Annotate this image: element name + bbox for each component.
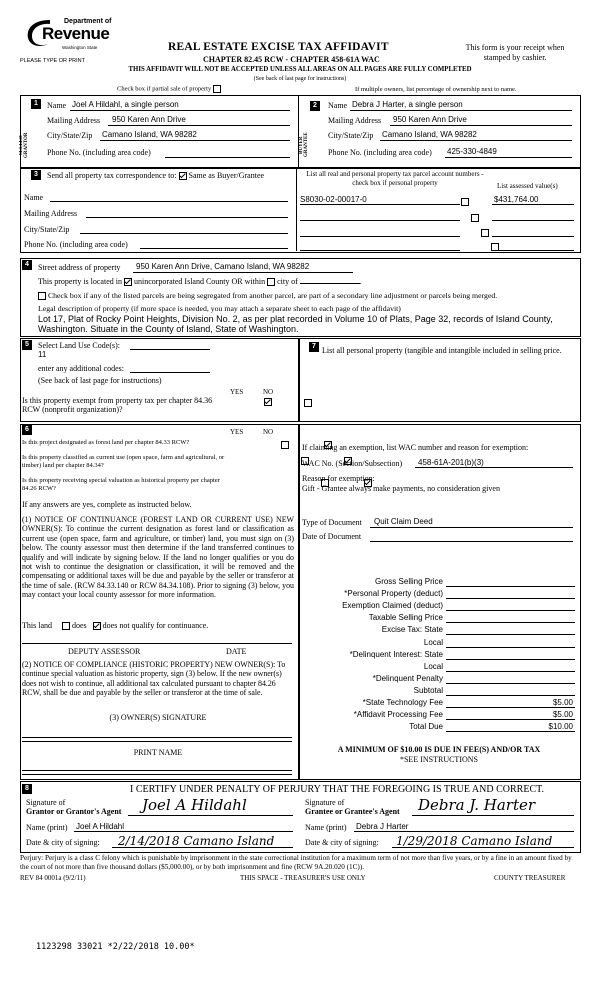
parcel-header: List all real and personal property tax parcel account numbers - check box if personal property bbox=[306, 170, 484, 187]
fee-row bbox=[300, 662, 575, 673]
fee-label: Excise Tax: State bbox=[381, 625, 443, 635]
form-title: REAL ESTATE EXCISE TAX AFFIDAVIT bbox=[168, 41, 389, 53]
fee-amount[interactable]: $5.00 bbox=[552, 710, 573, 720]
grantee-signature[interactable]: Debra J. Harter bbox=[418, 796, 536, 814]
grantor-date-city[interactable]: 2/14/2018 Camano Island bbox=[118, 834, 275, 848]
segregated-checkbox[interactable] bbox=[38, 292, 46, 300]
personal-prop-checkbox-3[interactable] bbox=[481, 229, 489, 237]
county-treasurer: COUNTY TREASURER bbox=[494, 874, 566, 882]
fee-row bbox=[300, 710, 575, 721]
fee-label: Total Due bbox=[409, 722, 443, 732]
seller-side-label: SELLER GRANTOR bbox=[19, 132, 29, 158]
property-located-row: This property is located in unincorporated Island County OR within city of . bbox=[38, 277, 362, 286]
personal-prop-checkbox-4[interactable] bbox=[491, 243, 499, 251]
fee-label: Exemption Claimed (deduct) bbox=[342, 601, 443, 611]
segregated-row: Check box if any of the listed parcels are being segregated from another parcel, are part of a secondary line adjustment or parcels being merged. bbox=[38, 291, 497, 300]
section-6-number: 6 bbox=[22, 425, 32, 435]
perjury-note: Perjury: Perjury is a class C felony which is punishable by imprisonment in the state correctional institution for a maximum term of not more than five years, or by a fine in an amount fixed by the court of not more than five thousand dollars ($5,000.00), or by both imprisonment and fine (RCW 9A.20.020 (1C)). bbox=[20, 854, 572, 871]
logo-state-text: Washington State bbox=[62, 45, 98, 50]
dor-logo bbox=[20, 14, 120, 60]
exempt-question: Is this property exempt from property tax per chapter 84.36 RCW (nonprofit organization)? bbox=[22, 396, 213, 414]
completion-warning: THIS AFFIDAVIT WILL NOT BE ACCEPTED UNLESS ALL AREAS ON ALL PAGES ARE FULLY COMPLETED bbox=[128, 66, 472, 73]
fee-label: Taxable Selling Price bbox=[368, 613, 443, 623]
personal-prop-checkbox-2[interactable] bbox=[471, 214, 479, 222]
section-2-number: 2 bbox=[310, 101, 320, 111]
fee-amount[interactable]: $10.00 bbox=[548, 722, 573, 732]
buyer-side-label: BUYER GRANTEE bbox=[299, 132, 309, 158]
certify-text: I CERTIFY UNDER PENALTY OF PERJURY THAT THE FOREGOING IS TRUE AND CORRECT. bbox=[130, 784, 544, 795]
correspondence-text: Send all property tax correspondence to: Same as Buyer/Grantee bbox=[47, 171, 265, 180]
partial-sale-checkbox[interactable] bbox=[213, 85, 221, 93]
fee-label: *Delinquent Penalty bbox=[372, 673, 443, 683]
parcel-number[interactable]: S8030-02-00017-0 bbox=[300, 195, 367, 204]
wac-number[interactable]: 458-61A-201(b)(3) bbox=[418, 458, 484, 467]
logo-dept-text: Department of bbox=[64, 18, 112, 25]
fee-row bbox=[300, 613, 575, 624]
fee-row bbox=[300, 698, 575, 709]
form-chapter: CHAPTER 82.45 RCW - CHAPTER 458-61A WAC bbox=[203, 55, 380, 64]
legal-description[interactable]: Lot 17, Plat of Rocky Point Heights, Division No. 2, as per plat recorded in Volume 10 of Plats, Page 32, records of Island County, Washington. Situate in the County of Island, State of Washington. bbox=[38, 314, 553, 334]
does-qualify-checkbox[interactable] bbox=[62, 622, 70, 630]
section-4-number: 4 bbox=[22, 260, 32, 270]
buyer-mailing[interactable]: 950 Karen Ann Drive bbox=[393, 115, 467, 124]
personal-prop-checkbox-1[interactable] bbox=[461, 198, 469, 206]
seller-city[interactable]: Camano Island, WA 98282 bbox=[102, 130, 197, 139]
fee-row bbox=[300, 625, 575, 636]
buyer-phone[interactable]: 425-330-4849 bbox=[447, 147, 497, 156]
fee-label: Gross Selling Price bbox=[374, 577, 443, 586]
recording-stamp: 1123298 33021 *2/22/2018 10.00* bbox=[36, 942, 195, 952]
fee-row bbox=[300, 722, 575, 733]
logo-revenue-text: Revenue bbox=[42, 24, 110, 43]
city-checkbox[interactable] bbox=[267, 278, 275, 286]
fee-label: *Affidavit Processing Fee bbox=[353, 710, 443, 720]
land-use-code[interactable]: 11 bbox=[38, 350, 47, 359]
personal-prop-label: List all personal property (tangible and intangible included in selling price. bbox=[322, 346, 562, 355]
unincorporated-checkbox[interactable] bbox=[124, 278, 132, 286]
fee-label: *Delinquent Interest: State bbox=[349, 649, 443, 659]
receipt-note: This form is your receipt when stamped by cashier. bbox=[465, 43, 565, 62]
fee-row bbox=[300, 674, 575, 685]
fee-row bbox=[300, 577, 575, 588]
buyer-name[interactable]: Debra J Harter, a single person bbox=[352, 100, 463, 109]
seller-mailing[interactable]: 950 Karen Ann Drive bbox=[112, 115, 186, 124]
fee-amount[interactable]: $5.00 bbox=[552, 698, 573, 707]
same-as-buyer-checkbox[interactable] bbox=[179, 172, 187, 180]
fee-row bbox=[300, 589, 575, 600]
treasurer-use: THIS SPACE - TREASURER'S USE ONLY bbox=[240, 874, 366, 882]
notice-continuance: (1) NOTICE OF CONTINUANCE (FOREST LAND OR CURRENT USE) NEW OWNER(S): To continue the current designation as forest land or classification as current use (open space, farm and agriculture, or timber) land, you must sign on (3) below. The county assessor must then determine if the land transferred continues to qualify and will indicate by signing below. If the land no longer qualifies or you do not wish to continue the designation or classification, it will be removed and the compensating or additional taxes will be due and payable by the seller or transferor at the time of sale. (RCW 84.33.140 or RCW 84.34.108). Prior to signing (3) below, you may contact your local county assessor for more information. bbox=[22, 515, 294, 600]
exemption-reason[interactable]: Gift - Grantee always make payments, no consideration given bbox=[302, 484, 500, 493]
fee-label: Subtotal bbox=[413, 685, 443, 695]
continuance-row: This land does does not qualify for continuance. bbox=[22, 621, 209, 630]
section-5-number: 5 bbox=[22, 340, 32, 350]
property-street[interactable]: 950 Karen Ann Drive, Camano Island, WA 98282 bbox=[136, 262, 310, 271]
multiple-owners-note: If multiple owners, list percentage of ownership next to name. bbox=[355, 86, 517, 93]
seller-name[interactable]: Joel A Hildahl, a single person bbox=[72, 100, 179, 109]
section-8-number: 8 bbox=[22, 784, 32, 794]
assessed-header: List assessed value(s) bbox=[497, 182, 558, 190]
minimum-due-note: A MINIMUM OF $10.00 IS DUE IN FEE(S) AND/OR TAX bbox=[337, 745, 541, 754]
fee-row bbox=[300, 638, 575, 649]
fee-row bbox=[300, 650, 575, 661]
grantor-signature[interactable]: Joel A Hildahl bbox=[142, 796, 247, 814]
section-7-number: 7 bbox=[309, 342, 319, 352]
fee-label: Local bbox=[423, 661, 443, 671]
buyer-city[interactable]: Camano Island, WA 98282 bbox=[382, 130, 477, 139]
partial-sale-row: Check box if partial sale of property bbox=[117, 85, 221, 93]
grantee-date-city[interactable]: 1/29/2018 Camano Island bbox=[396, 834, 553, 848]
section-1-number: 1 bbox=[31, 99, 41, 109]
notice-compliance: (2) NOTICE OF COMPLIANCE (HISTORIC PROPERTY) NEW OWNER(S): To continue special valuation as historic property, sign (3) below. If the new owner(s) does not wish to continue, all additional tax calculated pursuant to chapter 84.26 RCW, shall be due and payable by the seller or transferor at the time of sale. bbox=[22, 660, 286, 698]
see-back-note: (See back of last page for instructions) bbox=[253, 76, 347, 82]
grantee-print-name[interactable]: Debra J Harter bbox=[356, 822, 409, 831]
document-type[interactable]: Quit Claim Deed bbox=[374, 517, 433, 526]
legal-label: Legal description of property (if more space is needed, you may attach a separate sheet to each page of the affidavit) bbox=[38, 304, 401, 313]
assessed-value[interactable]: $431,764.00 bbox=[494, 195, 539, 204]
fee-row bbox=[300, 686, 575, 697]
forest-yes-checkbox[interactable] bbox=[281, 441, 289, 449]
please-type-text: PLEASE TYPE OR PRINT bbox=[20, 58, 86, 64]
form-number: REV 84 0001a (9/2/11) bbox=[20, 874, 86, 882]
fee-label: Local bbox=[423, 637, 443, 647]
does-not-qualify-checkbox[interactable] bbox=[93, 622, 101, 630]
grantor-print-name[interactable]: Joel A Hildahl bbox=[76, 822, 125, 831]
fee-row bbox=[300, 601, 575, 612]
fee-label: *Personal Property (deduct) bbox=[344, 589, 443, 599]
fee-label: *State Technology Fee bbox=[362, 698, 443, 707]
section-3-number: 3 bbox=[31, 170, 41, 180]
